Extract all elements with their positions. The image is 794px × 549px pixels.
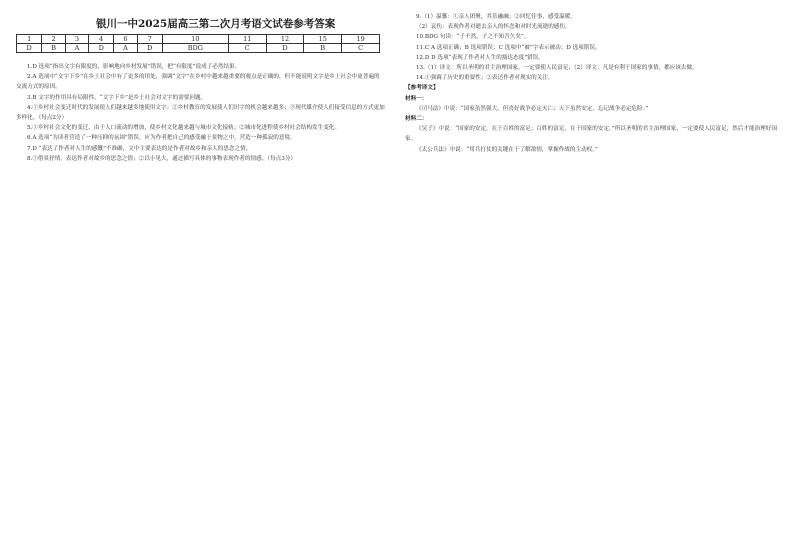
answer-paragraph: 5.①乡村社会文化的变迁，由于人口流动的增加，使乡村文化越来越与城市文化接轨；②城市化进程使乡村社会结构发生变化。 xyxy=(27,125,340,132)
answer-cell: A xyxy=(65,44,88,53)
answer-cell: A xyxy=(114,44,137,53)
page-title: 银川一中2025届高三第二次月考语文试卷参考答案 xyxy=(96,18,336,30)
material-heading: 材料一： xyxy=(405,95,428,102)
answer-paragraph: 4.①乡村社会变迁时代的发展使人们越来越多地使用文字；②乡村教育的发展使人们识字的机会越来越多；③现代媒介使人们接受信息的方式更加多样化。（每点2分） xyxy=(16,104,385,122)
question-number-cell: 15 xyxy=(304,35,342,44)
left-answers xyxy=(16,62,385,164)
answer-paragraph: 2.A 选项中“文字下乡”在乡土社会中有了更多的用处，强调“文字”在乡村中越来越重要的观点是正确的，但不能说明文字是乡土社会中更普遍的交流方式的原因。 xyxy=(16,74,380,91)
answer-paragraph: 8.①借景抒情，表达作者对故乡的思念之情；②以小见大，通过描写具体的事物表现作者的情感。（每点3分） xyxy=(27,155,297,162)
answer-paragraph: （2）哀伤：表现作者对逝去亲人的怀念和对时光流逝的感伤。 xyxy=(416,24,571,31)
question-number-cell: 6 xyxy=(114,35,137,44)
answer-cell: C xyxy=(342,44,380,53)
translation-paragraph: 《吴子》中说：“国家的安定，在于百姓的富足；百姓的富足，在于国家的安定。”所以圣明的君主治理国家，一定要使人民富足，然后才能治理好国家。 xyxy=(405,126,777,143)
question-row xyxy=(17,35,380,44)
answer-paragraph: 1.D 选项“指出文字有限度的，影响地向乡村发展”错误，把“有限度”说成了必然结果。 xyxy=(27,64,241,70)
answer-paragraph: 6.A 选项“为读者营造了一种压抑的氛围”错误，应为作者把自己的感受融于景物之中，营造一种孤寂的意境。 xyxy=(27,135,296,142)
answer-paragraph: 7.D “表达了作者对人生的感慨”不准确，文中主要表达的是作者对故乡和亲人的思念之情。 xyxy=(27,145,252,152)
answer-cell: B xyxy=(304,44,342,53)
answer-paragraph: 12.D D 选项“表现了作者对人生的豁达态度”错误。 xyxy=(416,54,544,61)
question-number-cell: 7 xyxy=(137,35,162,44)
answer-cell: BDG xyxy=(162,44,228,53)
question-number-cell: 10 xyxy=(162,35,228,44)
question-number-cell: 1 xyxy=(17,35,42,44)
answer-paragraph: 9.（1）温馨：①亲人团聚，其乐融融；②回忆往事，感受温暖。 xyxy=(416,14,576,20)
right-answers xyxy=(405,12,780,155)
question-number-cell: 3 xyxy=(65,35,88,44)
answer-row xyxy=(17,44,380,53)
answer-paragraph: 14.①强调了历史的重要性；②表达作者对现实的关注。 xyxy=(416,75,554,82)
answer-cell: D xyxy=(266,44,304,53)
material-heading: 材料二： xyxy=(405,116,428,123)
translation-paragraph: 《太公兵法》中说：“用兵打仗的关键在于了解敌情，掌握作战的主动权。” xyxy=(416,146,598,153)
section-heading: 【参考译文】 xyxy=(405,85,439,92)
right-column xyxy=(397,0,794,549)
answer-cell: B xyxy=(42,44,66,53)
answer-cell: D xyxy=(137,44,162,53)
question-number-cell: 11 xyxy=(228,35,266,44)
answer-cell: D xyxy=(17,44,42,53)
question-number-cell: 12 xyxy=(266,35,304,44)
answer-cell: D xyxy=(89,44,114,53)
question-number-cell: 2 xyxy=(42,35,66,44)
answer-paragraph: 3.B 文字的作用具有局限性，“文字下乡”是乡土社会对文字的需要问题。 xyxy=(27,94,207,101)
translation-paragraph: 《司马法》中说：“国家虽然强大，但喜好战争必定灭亡；天下虽然安定，忘记战争必定危险。” xyxy=(416,105,649,112)
answer-cell: C xyxy=(228,44,266,53)
question-number-cell: 19 xyxy=(342,35,380,44)
answer-paragraph: 11.C A 选项正确；B 选项错误；C 选项中“被”字表示被动；D 选项错误。 xyxy=(416,44,601,51)
question-number-cell: 4 xyxy=(89,35,114,44)
answer-table xyxy=(16,34,380,53)
answer-paragraph: 13.（1）译文：所以圣明的君主治理国家，一定要使人民富足；（2）译文：凡是有利于国家的事情，都应该去做。 xyxy=(416,65,698,72)
answer-paragraph: 10.BDG 句读：“子不然，子之不知吾久矣”。 xyxy=(416,34,530,41)
